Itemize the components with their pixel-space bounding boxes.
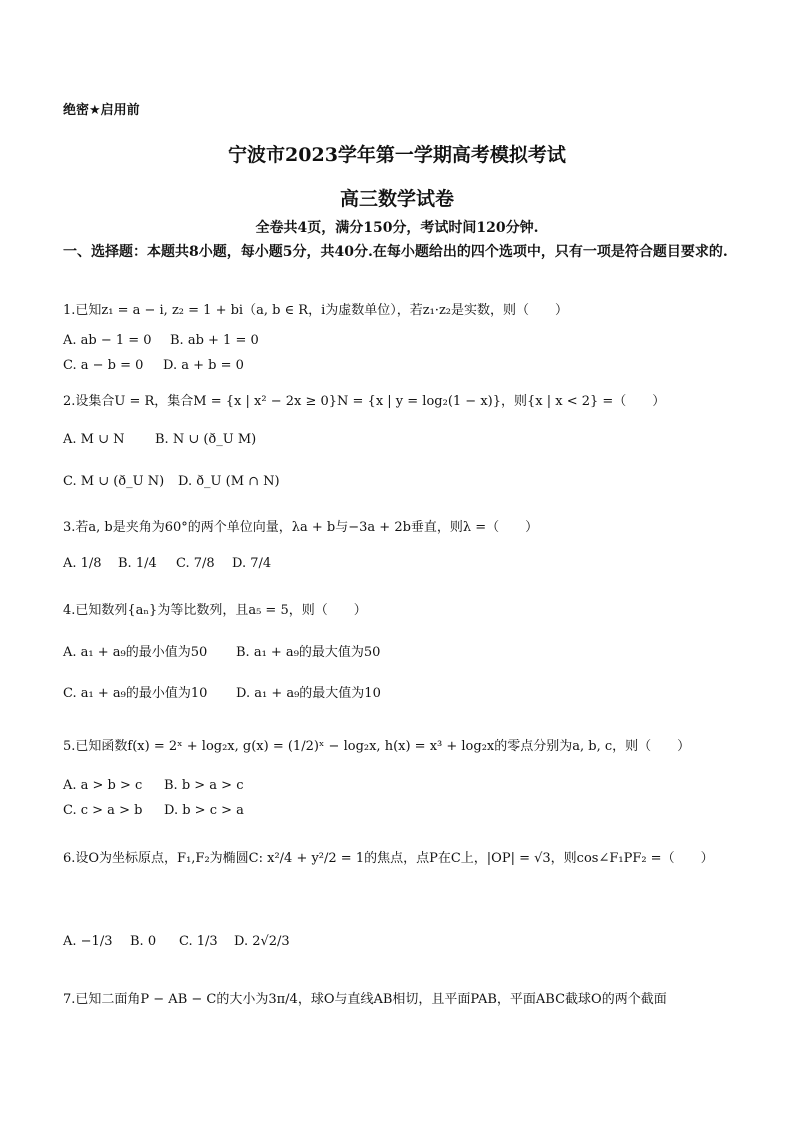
question-6-option-c: C. 1/3: [179, 934, 218, 949]
question-2-option-c: C. M ∪ (ð_U N): [63, 474, 165, 489]
question-4-stem: 4.已知数列{aₙ}为等比数列，且a₅ = 5，则（ ）: [63, 603, 367, 618]
question-2-option-b: B. N ∪ (ð_U M): [155, 432, 257, 447]
exam-subtitle: 高三数学试卷: [339, 188, 454, 210]
question-1-stem: 1.已知z₁ = a − i, z₂ = 1 + bi（a, b ∈ R，i为虚数单位），若z₁·z₂是实数，则（ ）: [63, 303, 569, 318]
question-6-stem: 6.设O为坐标原点，F₁,F₂为椭圆C: x²/4 + y²/2 = 1的焦点，点P在C上，|OP| = √3，则cos∠F₁PF₂ =（ ）: [63, 851, 714, 866]
question-2-option-a: A. M ∪ N: [63, 432, 125, 447]
question-1-option-b: B. ab + 1 = 0: [170, 333, 259, 348]
question-7-stem: 7.已知二面角P − AB − C的大小为3π/4，球O与直线AB相切，且平面PAB，平面ABC截球O的两个截面: [63, 992, 667, 1007]
question-4-option-b: B. a₁ + a₉的最大值为50: [236, 645, 381, 660]
question-4-option-d: D. a₁ + a₉的最大值为10: [236, 686, 381, 701]
question-1-option-a: A. ab − 1 = 0: [63, 333, 152, 348]
question-1-option-d: D. a + b = 0: [163, 358, 244, 373]
section-heading: 一、选择题：本题共8小题，每小题5分，共40分.在每小题给出的四个选项中，只有一项是符合题目要求的.: [63, 244, 728, 260]
question-3-option-d: D. 7/4: [232, 556, 272, 571]
question-3-option-a: A. 1/8: [63, 556, 102, 571]
question-6-option-b: B. 0: [130, 934, 157, 949]
question-3-option-b: B. 1/4: [118, 556, 157, 571]
question-3-stem: 3.若a, b是夹角为60°的两个单位向量，λa + b与−3a + 2b垂直，则λ =（ ）: [63, 520, 539, 535]
exam-meta: 全卷共4页，满分150分，考试时间120分钟.: [255, 220, 539, 236]
question-2-stem: 2.设集合U = R，集合M = {x | x² − 2x ≥ 0}N = {x | y = log₂(1 − x)}，则{x | x < 2} =（ ）: [63, 394, 666, 409]
exam-title: 宁波市2023学年第一学期高考模拟考试: [228, 144, 566, 166]
question-6-option-d: D. 2√2/3: [234, 934, 290, 949]
question-5-option-a: A. a > b > c: [63, 778, 143, 793]
question-4-option-a: A. a₁ + a₉的最小值为50: [63, 645, 208, 660]
question-3-option-c: C. 7/8: [176, 556, 215, 571]
question-5-option-d: D. b > c > a: [164, 803, 244, 818]
question-4-option-c: C. a₁ + a₉的最小值为10: [63, 686, 208, 701]
question-5-option-c: C. c > a > b: [63, 803, 143, 818]
question-5-stem: 5.已知函数f(x) = 2ˣ + log₂x, g(x) = (1/2)ˣ − log₂x, h(x) = x³ + log₂x的零点分别为a, b, c，则（ ）: [63, 739, 691, 754]
question-1-option-c: C. a − b = 0: [63, 358, 144, 373]
question-2-option-d: D. ð_U (M ∩ N): [178, 474, 280, 489]
question-5-option-b: B. b > a > c: [164, 778, 244, 793]
question-6-option-a: A. −1/3: [63, 934, 113, 949]
confidential-label: 绝密★启用前: [63, 103, 140, 118]
